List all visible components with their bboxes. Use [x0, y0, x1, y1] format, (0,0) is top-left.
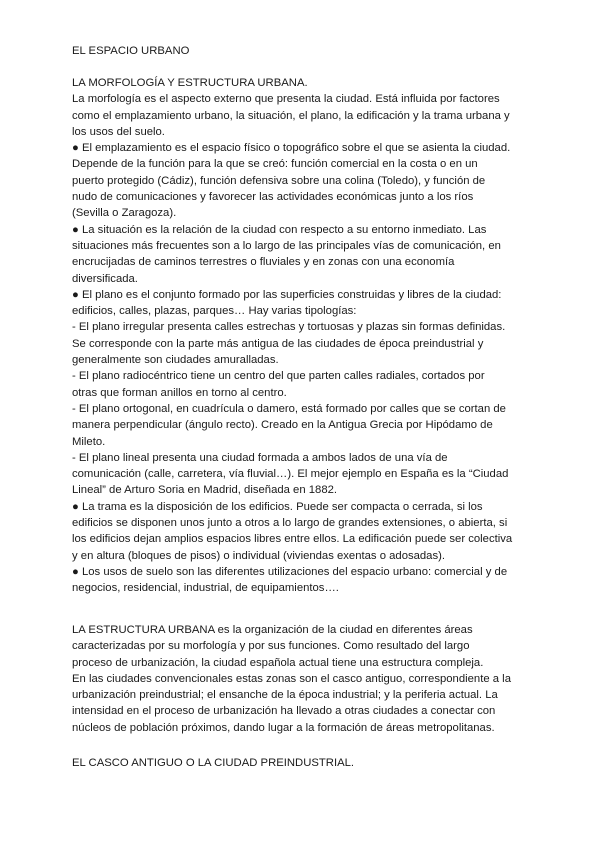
text-line: - El plano irregular presenta calles estrechas y tortuosas y plazas sin formas definidas. [72, 321, 506, 334]
text-line: edificios, calles, plazas, parques… Hay varias tipologías: [72, 305, 357, 318]
section-estructura [72, 622, 554, 736]
text-line: urbanización preindustrial; el ensanche de la época industrial; y la periferia actual. La [72, 689, 498, 702]
text-line: puerto protegido (Cádiz), función defensiva sobre una colina (Toledo), y función de [72, 174, 486, 187]
text-line: Lineal” de Arturo Soria en Madrid, diseñada en 1882. [72, 484, 338, 497]
text-line: nudo de comunicaciones y favorecer las actividades económicas junto a los ríos [72, 191, 474, 204]
text-line: comunicación (calle, carretera, vía fluvial…). El mejor ejemplo en España es la “Ciudad [72, 468, 509, 481]
text-line: ● La situación es la relación de la ciudad con respecto a su entorno inmediato. Las [72, 223, 487, 236]
text-line: negocios, residencial, industrial, de equipamientos…. [72, 582, 339, 595]
text-line: ● El plano es el conjunto formado por las superficies construidas y libres de la ciudad: [72, 288, 502, 301]
text-line: Depende de la función para la que se creó: función comercial en la costa o en un [72, 158, 478, 171]
text-line: diversificada. [72, 272, 138, 285]
text-line: ● Los usos de suelo son las diferentes utilizaciones del espacio urbano: comercial y de [72, 565, 508, 578]
text-line: edificios se disponen unos junto a otros a lo largo de grandes extensiones, o abierta, si [72, 517, 508, 530]
text-line: ● El emplazamiento es el espacio físico o topográfico sobre el que se asienta la ciudad. [72, 142, 511, 155]
text-line: núcleos de población próximos, dando lugar a la formación de áreas metropolitanas. [72, 721, 495, 734]
text-line: encrucijadas de caminos terrestres o fluviales y en zonas con una economía [72, 256, 455, 269]
text-line: (Sevilla o Zaragoza). [72, 207, 177, 220]
text-line: caracterizadas por su morfología y por sus funciones. Como resultado del largo [72, 640, 470, 653]
text-line: manera perpendicular (ángulo recto). Creado en la Antigua Grecia por Hipódamo de [72, 419, 493, 432]
text-line: Mileto. [72, 435, 106, 448]
text-line: - El plano radiocéntrico tiene un centro del que parten calles radiales, cortados por [72, 370, 485, 383]
text-line: proceso de urbanización, la ciudad española actual tiene una estructura compleja. [72, 656, 484, 669]
text-line: intensidad en el proceso de urbanización ha llevado a otras ciudades a conectar con [72, 705, 496, 718]
text-line: los edificios dejan amplios espacios libres entre ellos. La edificación puede ser colectiva [72, 533, 513, 546]
text-line: Se corresponde con la parte más antigua de las ciudades de época preindustrial y [72, 337, 484, 350]
text-line: - El plano ortogonal, en cuadrícula o damero, está formado por calles que se cortan de [72, 402, 506, 415]
text-line: - El plano lineal presenta una ciudad formada a ambos lados de una vía de [72, 451, 448, 464]
section-heading-casco-antiguo: EL CASCO ANTIGUO O LA CIUDAD PREINDUSTRIAL. [72, 757, 355, 769]
text-line: ● La trama es la disposición de los edificios. Puede ser compacta o cerrada, si los [72, 500, 483, 513]
section-heading: LA MORFOLOGÍA Y ESTRUCTURA URBANA. [72, 77, 308, 89]
text-line: La morfología es el aspecto externo que presenta la ciudad. Está influida por factores [72, 93, 500, 106]
section-morfologia [72, 75, 554, 597]
text-line: otras que forman anillos en torno al centro. [72, 386, 287, 399]
text-line: generalmente son ciudades amuralladas. [72, 354, 279, 367]
text-line: como el emplazamiento urbano, la situación, el plano, la edificación y la trama urbana y [72, 109, 510, 122]
text-line: situaciones más frecuentes son a lo largo de las principales vías de comunicación, en [72, 239, 501, 252]
document-title: EL ESPACIO URBANO [72, 45, 190, 57]
text-line: y en altura (bloques de pisos) o individual (viviendas exentas o adosadas). [72, 549, 446, 562]
section-body [72, 91, 554, 596]
text-line: los usos del suelo. [72, 125, 165, 138]
text-line: LA ESTRUCTURA URBANA es la organización de la ciudad en diferentes áreas [72, 624, 473, 636]
text-line: En las ciudades convencionales estas zonas son el casco antiguo, correspondiente a la [72, 672, 511, 685]
